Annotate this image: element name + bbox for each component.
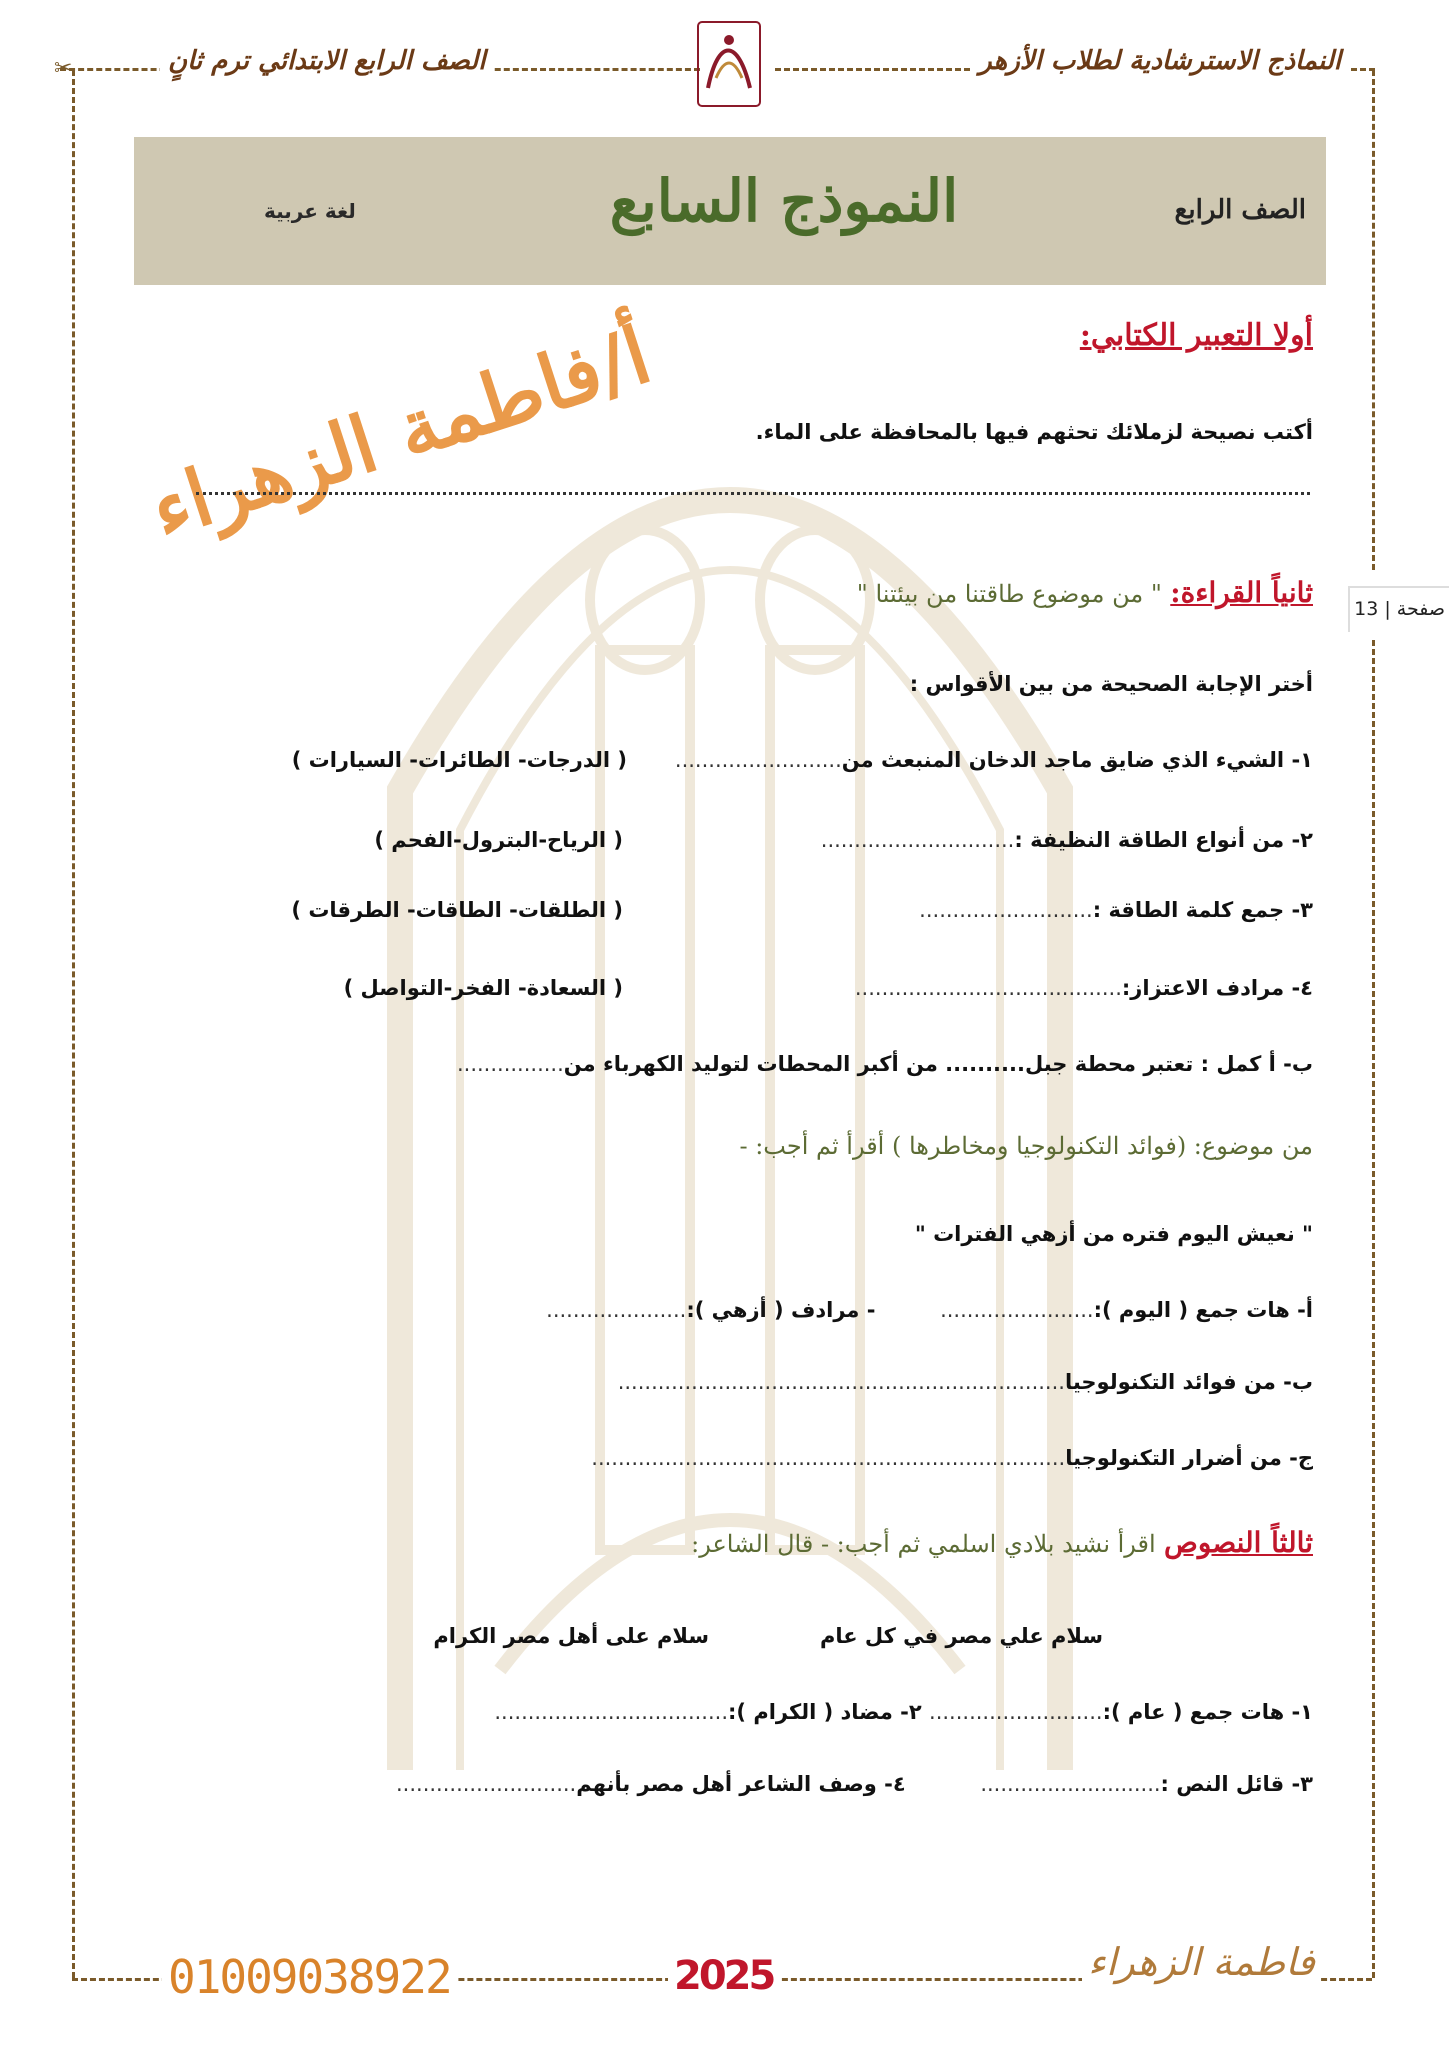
header-left-title: الصف الرابع الابتدائي ترم ثانٍ [160,46,493,76]
page-title: النموذج السابع [609,167,959,235]
question-3: ٣- جمع كلمة الطاقة :.......................... [919,898,1313,922]
mosque-watermark [300,270,1160,1800]
footer-phone: 01009038922 [162,1950,457,2004]
scissors-icon: ✂ [54,56,73,81]
grade-label: الصف الرابع [1174,195,1306,225]
choices-4: ( السعادة- الفخر-التواصل ) [343,976,623,1000]
choices-3: ( الطلقات- الطاقات- الطرقات ) [291,898,623,922]
teacher-stamp: أ/فاطمة الزهراء [140,309,662,557]
answer-line-1 [196,492,1310,495]
section3-q3-q4: ٣- قائل النص :........................... ٤- وصف الشاعر أهل مصر بأنهم........................... [396,1772,1313,1796]
question-a: أ- هات جمع ( اليوم ):....................... - مرادف ( أزهي ):..................... [546,1298,1313,1322]
choices-2: ( الرياح-البترول-الفحم ) [374,828,623,852]
footer-year: 2025 [668,1953,779,1999]
section3-heading-row: ثالثاً النصوص اقرأ نشيد بلادي اسلمي ثم أجب: - قال الشاعر: [691,1526,1313,1559]
page-number: صفحة | 13 [1348,586,1449,632]
section1-heading: أولا التعبير الكتابي: [1079,318,1313,353]
title-band [134,137,1326,285]
question-4: ٤- مرادف الاعتزاز:........................................ [854,976,1313,1000]
section2-heading-row: ثانياً القراءة: " من موضوع طاقتنا من بيئتنا " [856,576,1313,609]
calligraphy-logo [688,18,770,110]
header-right-title: النماذج الاسترشادية لطلاب الأزهر [971,46,1349,76]
complete-sentence: ب- أ كمل : تعتبر محطة جبل.......... من أكبر المحطات لتوليد الكهرباء من................ [456,1052,1313,1076]
question-2: ٢- من أنواع الطاقة النظيفة :............................. [820,828,1313,852]
topic2: من موضوع: (فوائد التكنولوجيا ومخاطرها ) أقرأ ثم أجب: - [739,1132,1313,1160]
quote: " نعيش اليوم فتره من أزهي الفترات " [914,1222,1313,1246]
question-b: ب- من فوائد التكنولوجيا................................................................... [617,1370,1313,1394]
choices-1: ( الدرجات- الطائرات- السيارات ) [291,748,627,772]
verse-left: سلام على أهل مصر الكرام [433,1624,709,1648]
frame-right [1372,70,1375,570]
section3-q1-q2: ١- هات جمع ( عام ):.......................... ٢- مضاد ( الكرام ):................................... [494,1700,1313,1724]
question-1: ١- الشيء الذي ضايق ماجد الدخان المنبعث من......................... [674,748,1313,772]
footer-logo: فاطمة الزهراء [1082,1940,1321,1984]
frame-left [72,70,75,1978]
verse-right: سلام علي مصر في كل عام [819,1624,1103,1648]
section1-prompt: أكتب نصيحة لزملائك تحثهم فيها بالمحافظة على الماء. [755,420,1313,444]
subject-label: لغة عربية [264,199,356,223]
frame-right-lower [1372,640,1375,1978]
question-c: ج- من أضرار التكنولوجيا....................................................................... [591,1446,1313,1470]
instruction: أختر الإجابة الصحيحة من بين الأقواس : [909,672,1313,696]
